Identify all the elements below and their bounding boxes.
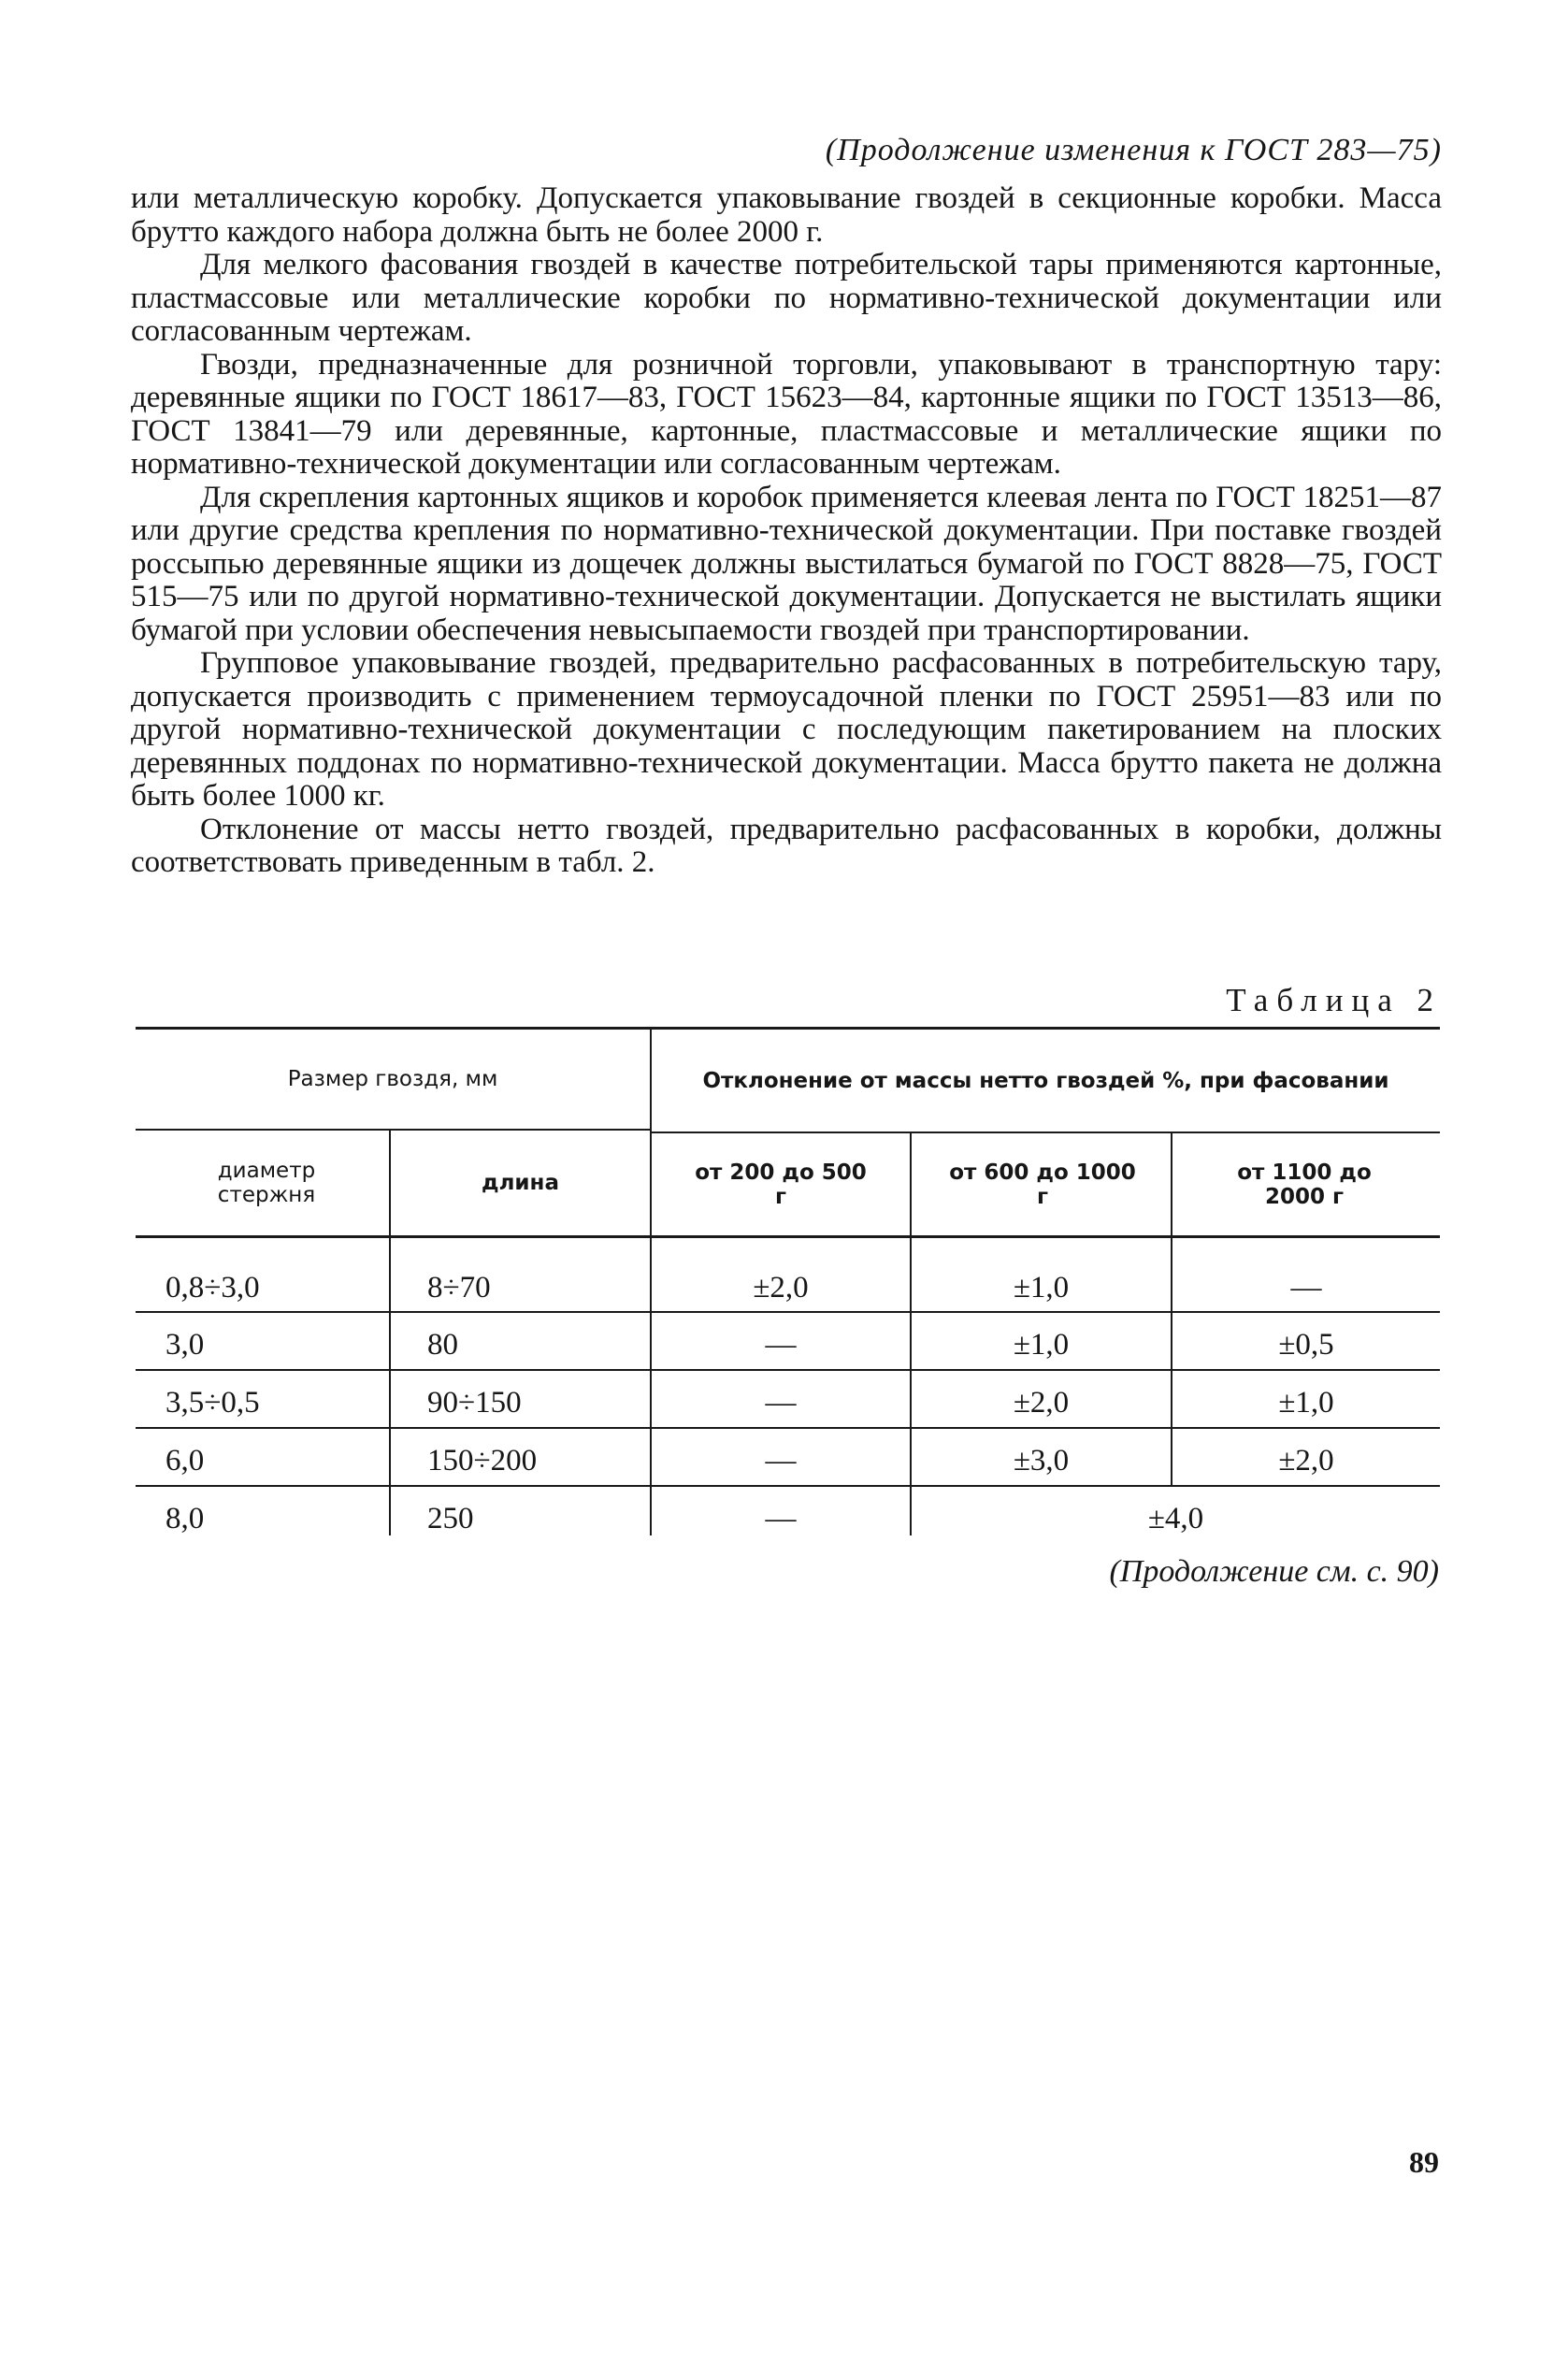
table-caption: Таблица 2 — [1226, 982, 1442, 1018]
header-600-1000: от 600 до 1000 г — [949, 1160, 1136, 1209]
header-size-group: Размер гвоздя, мм — [287, 1067, 498, 1091]
cell-length: 90÷150 — [427, 1385, 522, 1420]
header-bottom-rule — [136, 1235, 1440, 1238]
cell-dev-1100-2000: ±1,0 — [1278, 1385, 1334, 1420]
header-200-500: от 200 до 500 г — [695, 1160, 867, 1209]
cell-diameter: 6,0 — [165, 1443, 205, 1478]
continuation-note: (Продолжение см. с. 90) — [1109, 1554, 1439, 1589]
cell-length: 250 — [427, 1501, 474, 1535]
cell-dev-600-2000-merged: ±4,0 — [1147, 1501, 1204, 1535]
header-1100-2000: от 1100 до 2000 г — [1237, 1160, 1372, 1209]
cell-length: 150÷200 — [427, 1443, 538, 1478]
cell-dev-200-500: — — [765, 1443, 797, 1478]
page-number: 89 — [1409, 2145, 1439, 2179]
row-2-rule — [136, 1369, 1440, 1371]
cell-length: 8÷70 — [427, 1270, 491, 1305]
paragraph-4: Для скрепления картонных ящиков и коробок применяется клеевая лента по ГОСТ 18251—87 или другие средства крепления по нормативно-технической документации. При поставке гвоздей россыпью деревянные ящики из дощечек должны выстилаться бумагой по ГОСТ 8828—75, ГОСТ 515—75 или по другой нормативно-технической документации. Допускается не выстилать ящики бумагой при условии обеспечения невысыпаемости гвоздей при транспортировании. — [131, 480, 1442, 647]
paragraph-6: Отклонение от массы нетто гвоздей, предварительно расфасованных в коробки, должны соответствовать приведенным в табл. 2. — [131, 812, 1442, 879]
cell-dev-200-500: — — [765, 1327, 797, 1362]
cell-diameter: 8,0 — [165, 1501, 205, 1535]
header-length: длина — [482, 1171, 559, 1195]
cell-length: 80 — [427, 1327, 458, 1362]
paragraph-5: Групповое упаковывание гвоздей, предварительно расфасованных в потребительскую тару, допускается производить с применением термоусадочной пленки по ГОСТ 25951—83 или по другой нормативно-технической документации с последующим пакетированием на плоских деревянных поддонах по нормативно-технической документации. Масса брутто пакета не должна быть более 1000 кг. — [131, 646, 1442, 813]
cell-diameter: 0,8÷3,0 — [165, 1270, 260, 1305]
header-diameter: диаметр стержня — [217, 1159, 316, 1207]
cell-dev-1100-2000: ±2,0 — [1278, 1443, 1334, 1478]
paragraph-3: Гвозди, предназначенные для розничной торговли, упаковывают в транспортную тару: деревянные ящики по ГОСТ 18617—83, ГОСТ 15623—84, картонные ящики по ГОСТ 13513—86, ГОСТ 13841—79 или деревянные, картонные, пластмассовые и металлические ящики по нормативно-технической документации или согласованным чертежам. — [131, 347, 1442, 481]
cell-diameter: 3,0 — [165, 1327, 205, 1362]
row-3-rule — [136, 1427, 1440, 1429]
cell-dev-200-500: — — [765, 1501, 797, 1535]
row-4-rule — [136, 1485, 1440, 1487]
cell-dev-200-500: — — [765, 1385, 797, 1420]
header-deviation-group: Отклонение от массы нетто гвоздей %, при фасовании — [702, 1068, 1389, 1093]
paragraph-2: Для мелкого фасования гвоздей в качестве потребительской тары применяются картонные, пластмассовые или металлические коробки по нормативно-технической документации или согласованным чертежам. — [131, 248, 1442, 348]
cell-dev-600-1000: ±2,0 — [1013, 1385, 1070, 1420]
row-1-rule — [136, 1311, 1440, 1313]
body-text — [131, 182, 1442, 880]
paragraph-1: или металлическую коробку. Допускается упаковывание гвоздей в секционные коробки. Масса брутто каждого набора должна быть не более 2000 г. — [131, 181, 1442, 249]
cell-dev-200-500: ±2,0 — [753, 1270, 809, 1305]
cell-dev-1100-2000: — — [1290, 1270, 1322, 1305]
cell-dev-600-1000: ±3,0 — [1013, 1443, 1070, 1478]
running-head: (Продолжение изменения к ГОСТ 283—75) — [825, 133, 1442, 167]
cell-dev-1100-2000: ±0,5 — [1278, 1327, 1334, 1362]
cell-dev-600-1000: ±1,0 — [1013, 1270, 1070, 1305]
cell-diameter: 3,5÷0,5 — [165, 1385, 260, 1420]
cell-dev-600-1000: ±1,0 — [1013, 1327, 1070, 1362]
